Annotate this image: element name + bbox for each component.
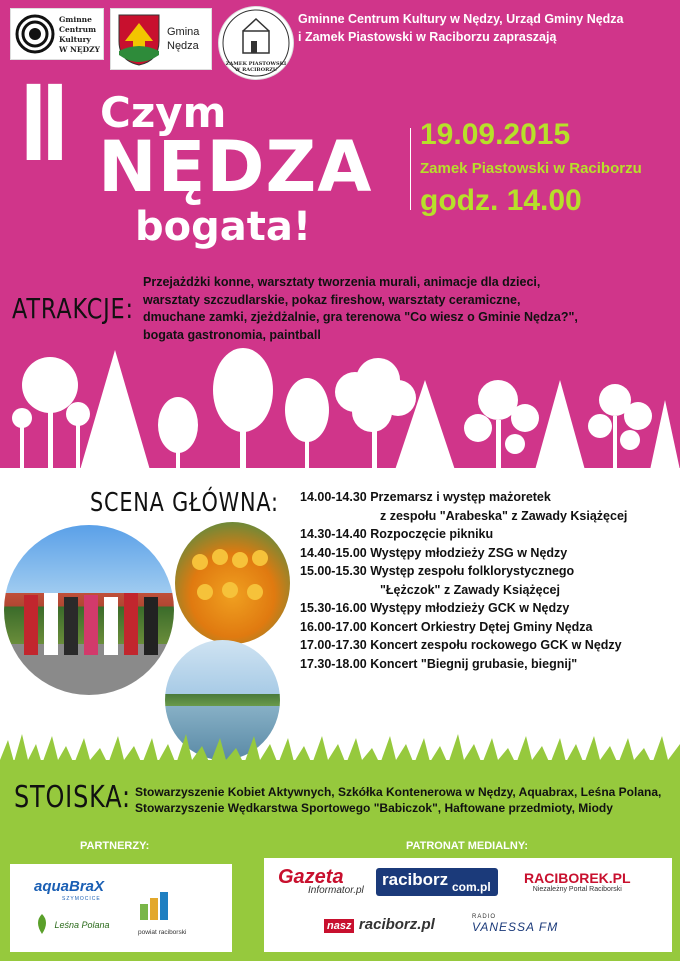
nasz-raciborz-logo xyxy=(324,916,435,934)
raciborek-logo-subtitle: Niezależny Portal Raciborski xyxy=(532,886,622,893)
gmina-logo xyxy=(110,8,212,70)
grass-decoration xyxy=(0,730,680,780)
vanessa-logo-text: VANESSA FM xyxy=(472,920,559,934)
gck-logo-text: Gminne Centrum Kultury W NĘDZY xyxy=(59,15,100,54)
photo-majorettes xyxy=(175,522,290,644)
atrakcje-line-2: warsztaty szczudlarskie, pokaz fireshow, warsztaty ceramiczne, xyxy=(143,292,521,307)
stoiska-label: STOISKA: xyxy=(14,780,131,815)
gck-logo xyxy=(10,8,104,60)
atrakcje-line-1: Przejażdżki konne, warsztaty tworzenia murali, animacje dla dzieci, xyxy=(143,275,541,289)
majorettes-figures xyxy=(175,522,290,644)
aquabrax-logo xyxy=(34,878,104,902)
schedule-item: 15.30-16.00 Występy młodzieży GCK w Nędzy xyxy=(300,601,570,615)
title-nedza: NĘDZA xyxy=(98,126,373,208)
atrakcje-line-4: bogata gastronomia, paintball xyxy=(143,327,321,342)
schedule-item: z zespołu "Arabeska" z Zawady Książęcej xyxy=(380,508,628,523)
organizers-text xyxy=(298,10,678,46)
organizers-line-2: i Zamek Piastowski w Raciborzu zapraszają xyxy=(298,30,557,44)
leaf-icon xyxy=(34,912,50,936)
schedule-item: 17.00-17.30 Koncert zespołu rockowego GCK w Nędzy xyxy=(300,638,622,652)
schedule-item: 17.30-18.00 Koncert "Biegnij grubasie, biegnij" xyxy=(300,656,578,671)
nasz-logo-badge: nasz xyxy=(324,919,354,933)
zamek-logo-text: ZAMEK PIASTOWSKI W RACIBORZU xyxy=(225,61,287,73)
gazeta-logo-text: Gazeta xyxy=(278,866,344,888)
photo-folk-group xyxy=(4,525,174,695)
media-panel xyxy=(264,858,672,952)
gmina-logo-text: Gmina Nędza xyxy=(167,26,200,52)
atrakcje-line-3: dmuchane zamki, zjeżdżalnie, gra terenowa "Co wiesz o Gminie Nędza?", xyxy=(143,310,578,324)
patronat-label: PATRONAT MEDIALNY: xyxy=(406,840,529,852)
schedule-item: 15.00-15.30 Występ zespołu folklorystycznego xyxy=(300,564,575,578)
nasz-raciborz-logo-text: raciborz.pl xyxy=(358,916,435,933)
powiat-emblem-icon xyxy=(138,892,172,922)
coat-of-arms-icon xyxy=(115,11,163,67)
stoiska-list xyxy=(135,784,675,816)
event-place: Zamek Piastowski w Raciborzu xyxy=(420,160,642,177)
schedule-item: 14.40-15.00 Występy młodzieży ZSG w Nędzy xyxy=(300,545,568,560)
powiat-logo xyxy=(138,892,186,936)
partners-panel xyxy=(10,864,232,952)
raciborek-logo-text: RACIBOREK.PL xyxy=(524,870,631,886)
schedule-item: 14.30-14.40 Rozpoczęcie pikniku xyxy=(300,527,494,541)
raciborek-logo xyxy=(524,870,631,893)
raciborz-com-logo-text: raciborz xyxy=(382,870,449,889)
scena-label: SCENA GŁÓWNA: xyxy=(90,488,279,518)
title-czym: Czym xyxy=(100,88,227,137)
aquabrax-logo-subtitle: SZYMOCICE xyxy=(62,896,101,902)
stoiska-line-2: Stowarzyszenie Wędkarstwa Sportowego "Babiczok", Haftowane przedmioty, Miody xyxy=(135,801,613,815)
aquabrax-logo-text: aquaBraX xyxy=(34,878,105,895)
lesna-polana-logo-text: Leśna Polana xyxy=(54,920,110,931)
schedule-item: "Łężczok" z Zawady Książęcej xyxy=(380,582,560,597)
trees-decoration xyxy=(0,340,680,470)
schedule-item: 16.00-17.00 Koncert Orkiestry Dętej Gminy Nędza xyxy=(300,619,593,634)
vanessa-logo xyxy=(472,914,558,934)
event-date: 19.09.2015 xyxy=(420,118,571,151)
powiat-logo-text: powiat raciborski xyxy=(138,929,187,936)
atrakcje-list xyxy=(143,274,663,344)
organizers-line-1: Gminne Centrum Kultury w Nędzy, Urząd Gminy Nędza xyxy=(298,12,624,26)
schedule-list xyxy=(300,488,680,673)
zamek-logo xyxy=(218,6,294,80)
event-hour: godz. 14.00 xyxy=(420,184,582,217)
title-bogata: bogata! xyxy=(135,204,312,250)
edition-number: II xyxy=(20,63,63,185)
lesna-polana-logo xyxy=(34,912,110,936)
folk-dancers-figures xyxy=(4,525,174,695)
vanessa-logo-radio: RADIO xyxy=(472,914,497,920)
raciborz-com-logo xyxy=(376,868,498,896)
gck-logo-icon xyxy=(15,14,55,54)
atrakcje-label: ATRAKCJE: xyxy=(12,292,134,325)
raciborz-com-logo-suffix: com.pl xyxy=(452,880,491,894)
gazeta-logo xyxy=(278,866,364,896)
title-divider xyxy=(410,128,411,210)
schedule-item: 14.00-14.30 Przemarsz i występ mażoretek xyxy=(300,490,551,504)
partnerzy-label: PARTNERZY: xyxy=(80,840,150,852)
stoiska-line-1: Stowarzyszenie Kobiet Aktywnych, Szkółka Kontenerowa w Nędzy, Aquabrax, Leśna Polana, xyxy=(135,785,662,799)
gazeta-logo-subtitle: Informator.pl xyxy=(308,885,364,896)
